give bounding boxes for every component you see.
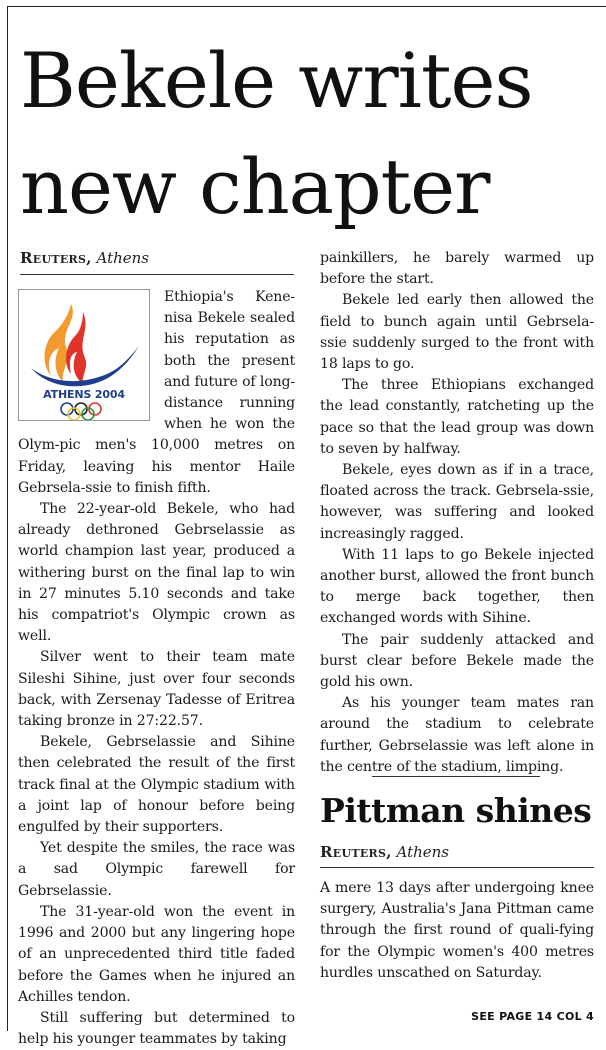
article-paragraph: As his younger team mates ran around the stadium to celebrate further, Gebrselassie was left alone in the centre of the stadium, limping. (320, 695, 594, 775)
article-paragraph: With 11 laps to go Bekele injected another burst, allowed the front bunch to merge back together, then exchanged words with Sihine. (320, 546, 594, 627)
athens-2004-logo (18, 289, 150, 421)
article-column-1 (18, 287, 295, 1050)
main-byline (20, 249, 149, 267)
second-headline: Pittman shines (320, 791, 592, 830)
article-paragraph: Ethiopia's Kene-nisa Bekele sealed his reputation as both the present and future of long-distance running when he won the Olym-pic men's 10,000 metres on Friday, leaving his mentor Haile Gebrsela-ssie to finish fifth. (18, 289, 295, 496)
article-paragraph: Bekele, eyes down as if in a trace, floated across the track. Gebrsela-ssie, however, was suffering and looked increasingly ragged. (320, 462, 594, 542)
article-paragraph: A mere 13 days after undergoing knee surgery, Australia's Jana Pittman came through the first round of quali-fying for the Olympic women's 400 metres hurdles unscathed on Saturday. (320, 880, 594, 981)
article-paragraph: Still suffering but determined to help his younger teammates by taking (18, 1009, 295, 1048)
article-paragraph: Bekele, Gebrselassie and Sihine then celebrated the result of the first track final at the Olympic stadium with a joint lap of honour before being engulfed by their supporters. (18, 734, 295, 836)
logo-text: ATHENS 2004 (43, 388, 125, 401)
byline-rule (20, 274, 294, 275)
second-byline (320, 843, 449, 861)
article-paragraph: The pair suddenly attacked and burst clear before Bekele made the gold his own. (320, 631, 594, 691)
article-column-2 (320, 248, 594, 778)
second-byline-agency: Reuters, (320, 843, 392, 861)
byline-agency: Reuters, (20, 249, 92, 267)
main-headline: Bekele writes new chapter (20, 36, 533, 231)
see-page-jump: SEE PAGE 14 COL 4 (471, 1010, 594, 1023)
olympic-logo-graphic (19, 290, 149, 420)
page-frame-left (7, 6, 8, 1031)
second-byline-rule (320, 867, 594, 868)
article-paragraph: Bekele led early then allowed the field to bunch again until Gebrsela-ssie suddenly surged to the front with 18 laps to go. (320, 292, 594, 373)
article-paragraph: The three Ethiopians exchanged the lead constantly, ratcheting up the pace so that the lead group was down to seven by halfway. (320, 377, 594, 457)
article-paragraph: Silver went to their team mate Sileshi Sihine, just over four seconds back, with Zersenay Tadesse of Eritrea taking bronze in 27:22.57. (18, 649, 295, 730)
article-paragraph: The 22-year-old Bekele, who had already dethroned Gebrselassie as world champion last year, produced a withering burst on the final lap to win in 27 minutes 5.10 seconds and take his compatriot's Olympic crown as well. (18, 501, 295, 645)
second-byline-place: Athens (396, 843, 450, 861)
second-article-body (320, 878, 594, 984)
article-paragraph: Yet despite the smiles, the race was a sad Olympic farewell for Gebrselassie. (18, 840, 295, 899)
section-divider (372, 776, 540, 777)
page-frame-top (7, 6, 606, 7)
article-paragraph: painkillers, he barely warmed up before the start. (320, 250, 594, 288)
byline-place: Athens (96, 249, 150, 267)
article-paragraph: The 31-year-old won the event in 1996 and 2000 but any lingering hope of an unprecedented third title faded before the Games when he injured an Achilles tendon. (18, 903, 295, 1005)
